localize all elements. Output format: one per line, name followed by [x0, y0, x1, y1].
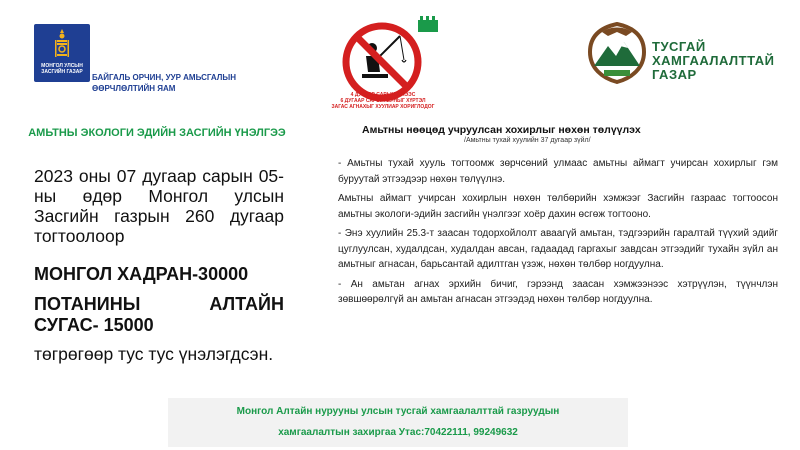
fishing-ban-text	[318, 92, 448, 110]
rule-item: - Ан амьтан агнах эрхийн бичиг, гэрээнд заасан хэмжээнээс хэтрүүлэн, түүнчлэн зөвшөөрөлгүй ан амьтан агнасан этгээдэд нөхөн төлбөр ногдуулна.	[338, 278, 778, 305]
protected-area-name	[652, 40, 774, 82]
valuation-closing: төгрөгөөр тус тус үнэлэгдсэн.	[34, 344, 274, 364]
footer-line2: хамгаалалтын захиргаа Утас:70422111, 99249632	[278, 427, 518, 438]
fishing-ban-line3: ЗАГАС АГНАХЫГ ХУУЛИАР ХОРИГЛОДОГ	[331, 104, 435, 110]
ministry-name-line1: БАЙГАЛЬ ОРЧИН, УУР АМЬСГАЛЫН	[92, 73, 237, 82]
fishing-ban-line1: 4 ДУГЭЭР САРЫН 1-НЭЭС	[350, 92, 416, 98]
fishing-ban-line2: 6 ДУГААР САРЫН 15-НЫГ ХҮРТЭЛ	[340, 98, 426, 104]
valuation-argali: МОНГОЛ ХАДРАН-30000	[34, 264, 249, 284]
left-section-title: АМЬТНЫ ЭКОЛОГИ ЭДИЙН ЗАСГИЙН ҮНЭЛГЭЭ	[28, 127, 286, 139]
ministry-name	[92, 72, 236, 94]
soyombo-icon	[54, 29, 70, 59]
ministry-logo	[34, 24, 90, 82]
protected-area-logo-icon	[584, 22, 650, 84]
rule-item: - Энэ хуулийн 25.3-т заасан тодорхойлолт аваагүй амьтан, тэдгээрийн гаралтай түүхий эдийг цуглуулсан, худалдсан, худалдан авсан, гадаадад гаргахыг завдсан этгээдийг тухайн зүйл ан амьтныг агнасан, барьсантай адилтган үзэж, нөхөн төлбөр ногдуулна.	[338, 228, 778, 270]
valuation-potanin: ПОТАНИНЫ АЛТАЙН СУГАС- 15000	[34, 294, 284, 335]
protected-area-name-line1: ТУСГАЙ	[652, 39, 706, 54]
valuation-paragraph: 2023 оны 07 дугаар сарын 05-ны өдөр Монгол улсын Засгийн газрын 260 дугаар тогтоолоор	[34, 166, 284, 246]
protected-area-name-line2: ХАМГААЛАЛТТАЙ	[652, 53, 775, 68]
footer-line1: Монгол Алтайн нурууны улсын тусгай хамгаалалттай газруудын	[236, 406, 560, 417]
ministry-name-line2: ӨӨРЧЛӨЛТИЙН ЯАМ	[92, 84, 176, 93]
right-section-subtitle: /Амьтны тухай хуулийн 37 дугаар зүйл/	[464, 137, 591, 144]
right-section-title: Амьтны нөөцөд учруулсан хохирлыг нөхөн төлүүлэх	[362, 124, 641, 136]
rule-item: - Амьтны тухай хууль тогтоомж зөрчсөний улмаас амьтны аймагт учирсан хохирлыг гэм буруутай этгээдээр нөхөн төлүүлнэ.	[338, 158, 778, 185]
footer-contact	[168, 398, 628, 447]
rules-list	[338, 156, 778, 312]
protected-area-name-line3: ГАЗАР	[652, 67, 697, 82]
rule-item: Амьтны аймагт учирсан хохирлын нөхөн төлбөрийн хэмжээг Засгийн газраас тогтоосон амьтны экологи-эдийн засгийн үнэлгээг хоёр дахин өсгөж тогтооно.	[338, 193, 778, 220]
ministry-logo-text: МОНГОЛ УЛСЫН ЗАСГИЙН ГАЗАР	[41, 63, 83, 75]
government-badge-icon	[418, 16, 438, 32]
